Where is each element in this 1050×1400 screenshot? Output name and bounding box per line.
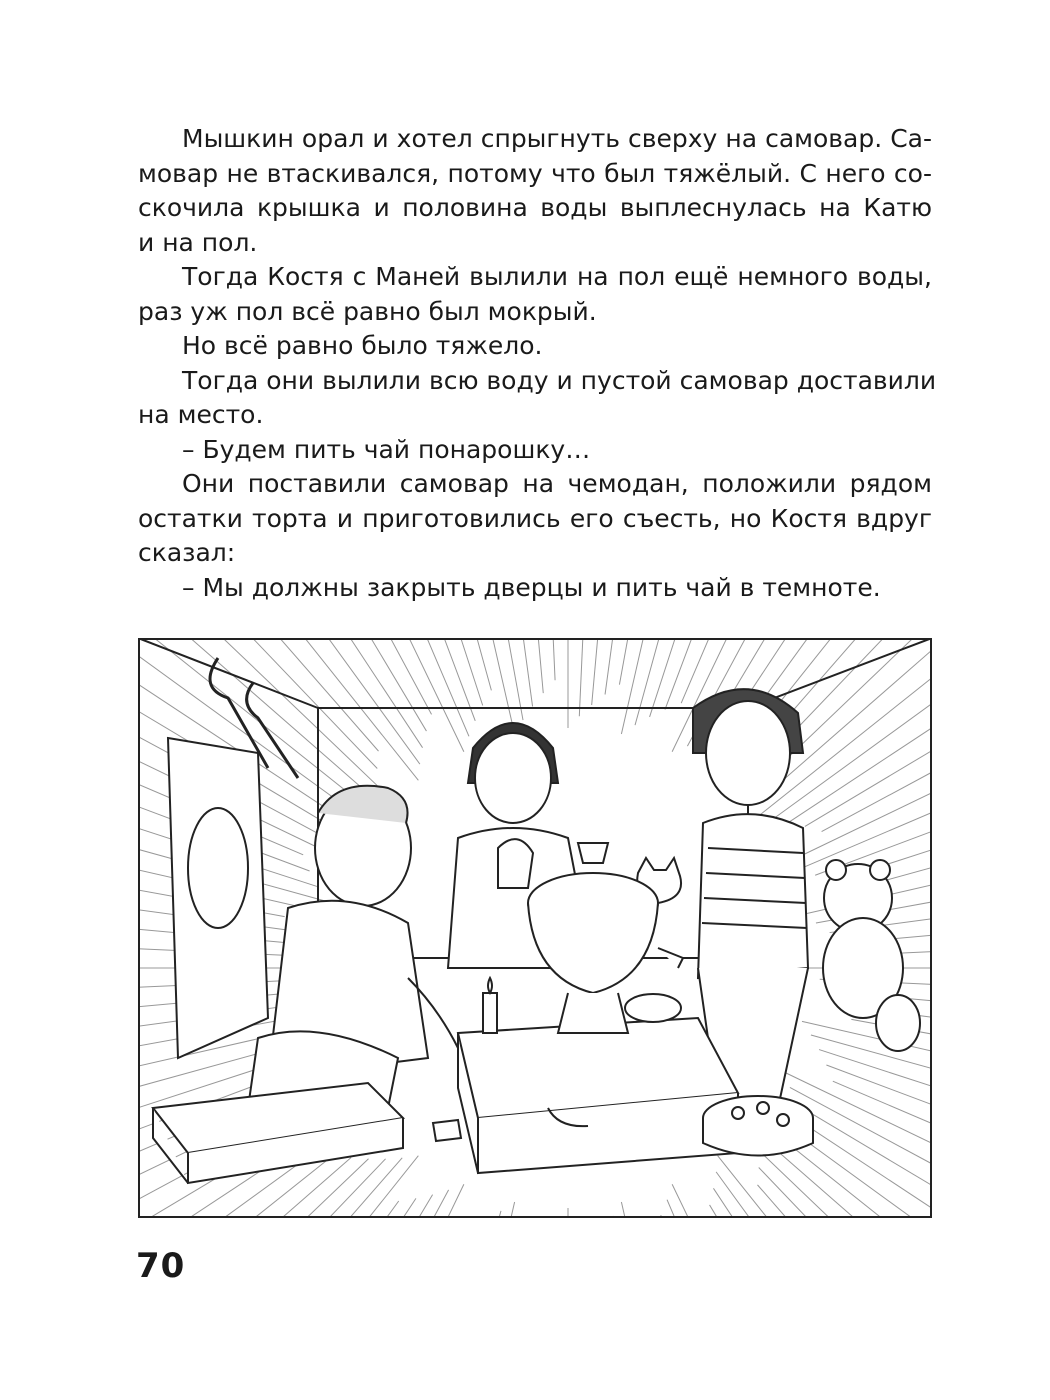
text-line: Тогда Костя с Маней вылили на пол ещё немного воды, <box>182 262 932 291</box>
text-line: Они поставили самовар на чемодан, положили рядом <box>182 469 932 498</box>
hatch-line <box>579 638 595 716</box>
hatch-line <box>672 1184 828 1218</box>
hatch-line <box>790 1087 932 1218</box>
hatch-line <box>383 638 483 706</box>
text-line: мовар не втаскивался, потому что был тяжёлый. С него со- <box>138 158 932 188</box>
hatch-line <box>408 638 491 690</box>
paragraph-6 <box>138 467 932 571</box>
text-line: сказал: <box>138 538 236 567</box>
boy-figure <box>248 786 458 1108</box>
hatch-line <box>284 1190 449 1218</box>
text-line: Но всё равно было тяжело. <box>182 331 543 360</box>
teddy-bear-figure <box>823 860 920 1051</box>
text-line: скочила крышка и половина воды выплеснулась на Катю <box>138 193 932 222</box>
text-line: – Будем пить чай понарошку… <box>182 434 591 464</box>
hatch-line <box>237 1198 415 1218</box>
hatch-line <box>815 757 932 875</box>
hatch-line <box>822 684 932 832</box>
shoebox-drawing <box>153 1083 403 1183</box>
hatch-line <box>514 638 543 693</box>
hatch-line <box>541 638 555 680</box>
matchbox-drawing <box>433 1120 461 1141</box>
hatch-line <box>308 1184 464 1218</box>
hatch-line <box>784 708 932 864</box>
children-tea-party-illustration <box>138 638 932 1218</box>
paragraph-3 <box>138 329 932 364</box>
illustration-drawing <box>138 638 932 1218</box>
paragraph-5 <box>138 433 932 468</box>
hatch-line <box>826 1065 932 1179</box>
hatch-line <box>819 1050 932 1154</box>
hatch-line <box>716 1172 921 1218</box>
hatch-line <box>619 638 675 685</box>
cake-drawing <box>703 1096 813 1156</box>
paragraph-2 <box>138 260 932 329</box>
hatch-line <box>173 638 378 751</box>
hatch-line <box>308 638 464 752</box>
hatch-line <box>759 1150 932 1218</box>
hatch-line <box>713 1188 898 1218</box>
body-text <box>138 122 937 605</box>
text-line: раз уж пол всё равно был мокрый. <box>138 296 597 326</box>
candle-drawing <box>483 978 497 1033</box>
cabinet-drawing <box>168 738 268 1058</box>
text-line: Мышкин орал и хотел спрыгнуть сверху на самовар. Са- <box>182 124 932 153</box>
hatch-line <box>434 1202 514 1218</box>
hatch-line <box>260 638 426 731</box>
hatch-line <box>621 638 701 734</box>
paragraph-7 <box>138 571 932 606</box>
hatch-line <box>800 732 932 869</box>
hatch-line <box>833 1081 932 1204</box>
suitcase-drawing <box>458 1018 738 1173</box>
text-line: на место. <box>138 400 264 429</box>
text-line: – Мы должны закрыть дверцы и пить чай в темноте. <box>182 572 881 602</box>
text-line: остатки торта и приготовились его съесть, но Костя вдруг <box>138 503 932 533</box>
page-number: 70 <box>136 1246 186 1286</box>
paragraph-1 <box>138 122 932 260</box>
hatch-line <box>795 1103 932 1218</box>
paragraph-4 <box>138 364 937 433</box>
hatch-line <box>592 638 622 705</box>
text-line: Тогда они вылили всю воду и пустой самовар доставили <box>182 365 937 395</box>
text-line: и на пол. <box>138 227 258 257</box>
hatch-line <box>798 1120 932 1218</box>
